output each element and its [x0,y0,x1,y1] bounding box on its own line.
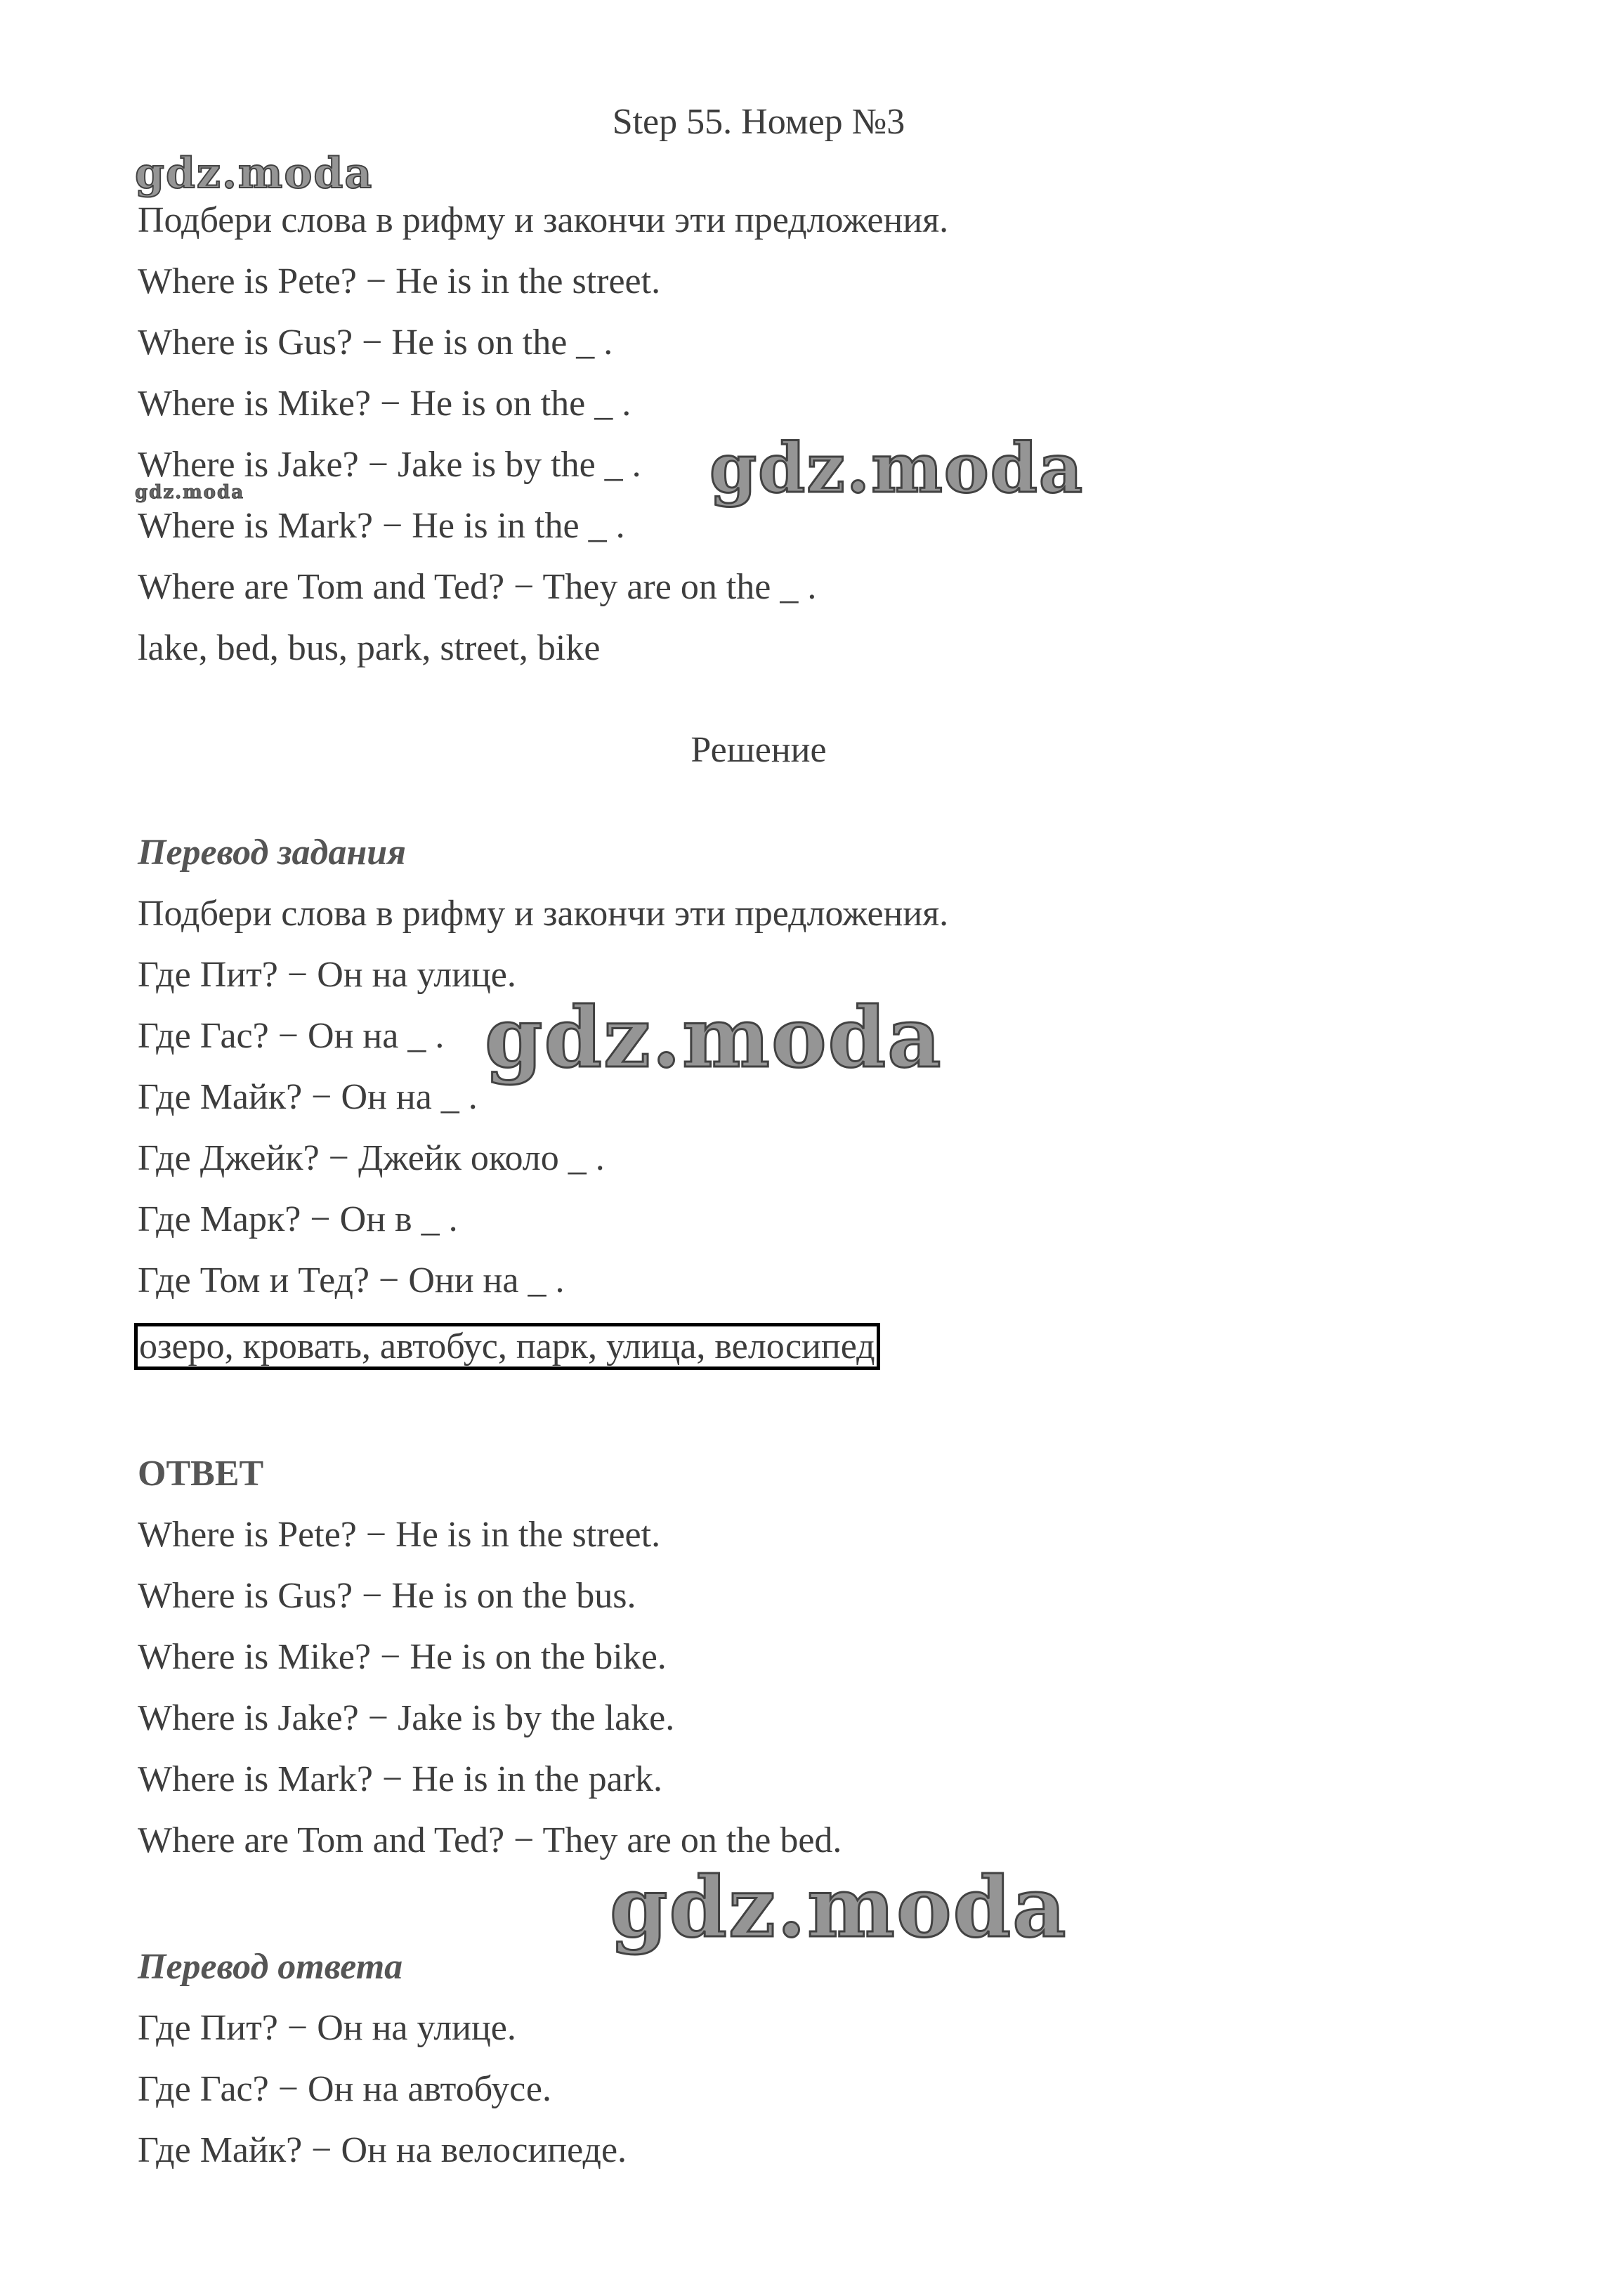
answer-line: Where is Jake? − Jake is by the lake. [138,1698,675,1738]
translation-line: Где Марк? − Он в _ . [138,1199,458,1239]
watermark-logo: gdz.moda [709,429,1085,508]
task-line: Where is Mike? − He is on the _ . [138,384,631,424]
task-line: Where is Pete? − He is in the street. [138,261,661,301]
translation-heading: Перевод задания [138,833,406,873]
translation-words: озеро, кровать, автобус, парк, улица, велосипед [139,1326,875,1366]
answer-translation-heading: Перевод ответа [138,1947,403,1987]
solution-title: Решение [691,730,827,770]
task-instruction: Подбери слова в рифму и закончи эти предложения. [138,200,949,240]
translation-words-box [138,1326,877,1368]
watermark-logo: gdz.moda [135,149,374,198]
task-words: lake, bed, bus, park, street, bike [138,628,601,668]
answer-line: Where is Pete? − He is in the street. [138,1515,661,1555]
answer-translation-line: Где Гас? − Он на автобусе. [138,2069,551,2109]
answer-translation-line: Где Майк? − Он на велосипеде. [138,2130,627,2170]
task-line: Where is Mark? − He is in the _ . [138,506,625,546]
watermark-logo: gdz.moda [610,1858,1068,1956]
watermark-logo: gdz.moda [485,989,943,1086]
task-line: Where are Tom and Ted? − They are on the _ . [138,567,817,607]
answer-translation-line: Где Пит? − Он на улице. [138,2008,516,2048]
page-title: Step 55. Номер №3 [612,102,905,142]
answer-heading: ОТВЕТ [138,1454,264,1494]
translation-line: Где Гас? − Он на _ . [138,1016,445,1056]
task-line: Where is Gus? − He is on the _ . [138,322,613,363]
watermark-logo: gdz.moda [135,482,245,503]
translation-line: Где Том и Тед? − Они на _ . [138,1260,565,1300]
answer-line: Where are Tom and Ted? − They are on the bed. [138,1820,842,1860]
translation-line: Где Майк? − Он на _ . [138,1077,478,1117]
answer-line: Where is Mike? − He is on the bike. [138,1637,667,1677]
task-line: Where is Jake? − Jake is by the _ . [138,445,641,485]
translation-instruction: Подбери слова в рифму и закончи эти предложения. [138,894,949,934]
translation-line: Где Пит? − Он на улице. [138,955,516,995]
answer-line: Where is Gus? − He is on the bus. [138,1576,636,1616]
answer-line: Where is Mark? − He is in the park. [138,1759,662,1799]
translation-line: Где Джейк? − Джейк около _ . [138,1138,605,1178]
